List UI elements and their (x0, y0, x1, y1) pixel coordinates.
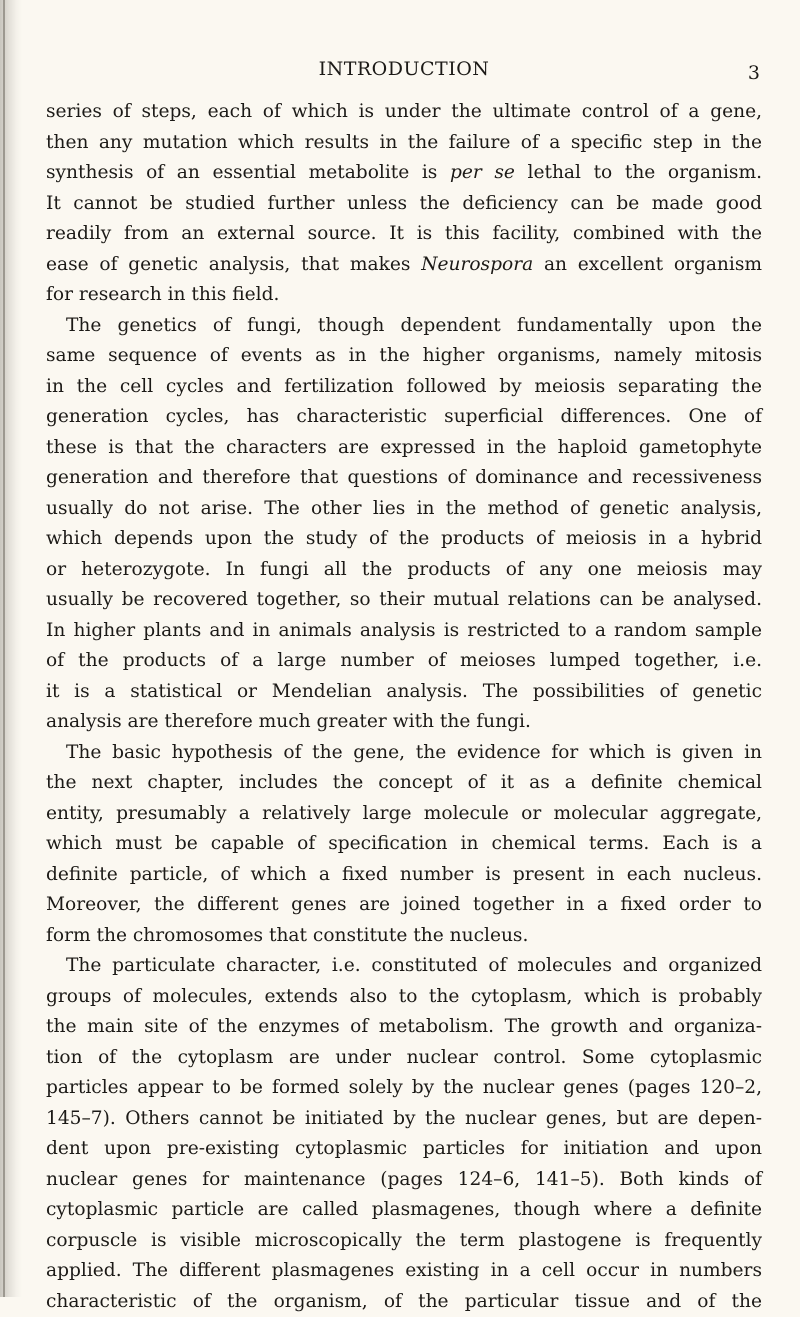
text-run: lethal to the organism. (515, 162, 762, 183)
text-line: Moreover, the different genes are joined together in a fixed order to (46, 890, 762, 921)
text-line: for research in this field. (46, 280, 762, 311)
text-line: the next chapter, includes the concept of it as a definite chemical (46, 768, 762, 799)
text-line: generation and therefore that questions of dominance and recessiveness (46, 463, 762, 494)
text-line: The basic hypothesis of the gene, the evidence for which is given in (46, 738, 762, 769)
text-line: The genetics of fungi, though dependent fundamentally upon the (46, 311, 762, 342)
text-line: of the products of a large number of meioses lumped together, i.e. (46, 646, 762, 677)
text-line: applied. The different plasmagenes existing in a cell occur in numbers (46, 1256, 762, 1287)
text-run: an excellent organism (533, 254, 762, 275)
text-line: 145–7). Others cannot be initiated by the nuclear genes, but are depen- (46, 1104, 762, 1135)
text-line: form the chromosomes that constitute the nucleus. (46, 921, 762, 952)
text-line: it is a statistical or Mendelian analysis. The possibilities of genetic (46, 677, 762, 708)
text-line (46, 250, 762, 281)
running-title: INTRODUCTION (46, 58, 762, 80)
italic-term: per se (450, 162, 515, 183)
text-line: then any mutation which results in the failure of a specific step in the (46, 128, 762, 159)
text-line: corpuscle is visible microscopically the term plastogene is frequently (46, 1226, 762, 1257)
text-line: characteristic of the organism, of the particular tissue and of the (46, 1287, 762, 1317)
text-line: which must be capable of specification in chemical terms. Each is a (46, 829, 762, 860)
body-text (46, 97, 762, 1317)
text-run: ease of genetic analysis, that makes (46, 254, 421, 275)
text-line: dent upon pre-existing cytoplasmic particles for initiation and upon (46, 1134, 762, 1165)
text-line: nuclear genes for maintenance (pages 124–6, 141–5). Both kinds of (46, 1165, 762, 1196)
text-line: generation cycles, has characteristic superficial differences. One of (46, 402, 762, 433)
book-spine-edge (3, 0, 5, 1297)
text-line: In higher plants and in animals analysis is restricted to a random sample (46, 616, 762, 647)
text-line: entity, presumably a relatively large molecule or molecular aggregate, (46, 799, 762, 830)
text-line: The particulate character, i.e. constituted of molecules and organized (46, 951, 762, 982)
text-line: cytoplasmic particle are called plasmagenes, though where a definite (46, 1195, 762, 1226)
text-line: usually do not arise. The other lies in the method of genetic analysis, (46, 494, 762, 525)
text-line: series of steps, each of which is under the ultimate control of a gene, (46, 97, 762, 128)
text-line: the main site of the enzymes of metabolism. The growth and organiza- (46, 1012, 762, 1043)
text-line: these is that the characters are expressed in the haploid gametophyte (46, 433, 762, 464)
text-line: groups of molecules, extends also to the cytoplasm, which is probably (46, 982, 762, 1013)
page-header (46, 58, 762, 84)
text-line: same sequence of events as in the higher organisms, namely mitosis (46, 341, 762, 372)
text-line: tion of the cytoplasm are under nuclear control. Some cytoplasmic (46, 1043, 762, 1074)
text-line: or heterozygote. In fungi all the products of any one meiosis may (46, 555, 762, 586)
text-line (46, 158, 762, 189)
text-run: synthesis of an essential metabolite is (46, 162, 450, 183)
text-line: analysis are therefore much greater with the fungi. (46, 707, 762, 738)
text-line: It cannot be studied further unless the deficiency can be made good (46, 189, 762, 220)
text-line: definite particle, of which a fixed number is present in each nucleus. (46, 860, 762, 891)
page-number: 3 (748, 62, 760, 84)
text-line: in the cell cycles and fertilization followed by meiosis separating the (46, 372, 762, 403)
text-line: particles appear to be formed solely by the nuclear genes (pages 120–2, (46, 1073, 762, 1104)
italic-term: Neurospora (421, 254, 533, 275)
text-line: which depends upon the study of the products of meiosis in a hybrid (46, 524, 762, 555)
text-line: usually be recovered together, so their mutual relations can be analysed. (46, 585, 762, 616)
text-line: readily from an external source. It is this facility, combined with the (46, 219, 762, 250)
